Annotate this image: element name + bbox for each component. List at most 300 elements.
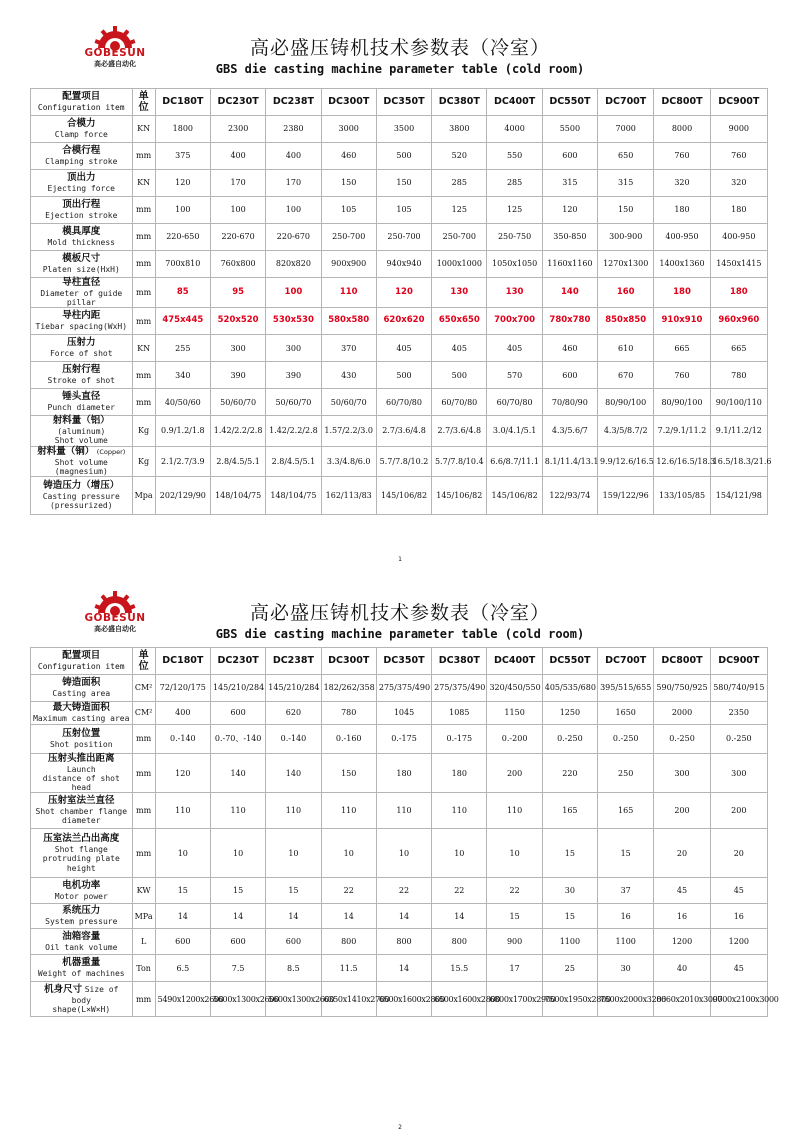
value-cell: 40/50/60 [155,389,210,416]
value-cell: 900x900 [321,251,376,278]
value-cell: 15 [542,904,597,929]
value-cell: 12.6/16.5/18.3 [654,446,710,476]
value-cell: 5600x1300x2600 [266,982,321,1017]
row-label [31,446,133,476]
row-label-extra: Launch [66,764,96,774]
unit-cell: Ton [132,955,155,982]
row-label-en: Shot volume [54,436,108,446]
logo-brand-text: GOBESUN [84,612,146,624]
value-cell: 50/60/70 [266,389,321,416]
row-label [31,416,133,446]
value-cell: 285 [432,170,487,197]
value-cell: 760 [654,362,710,389]
value-cell: 140 [266,754,321,793]
value-cell: 110 [321,793,376,829]
unit-cell: KW [132,878,155,904]
value-cell: 760x800 [210,251,265,278]
row-label [31,725,133,754]
value-cell: 145/106/82 [376,476,431,514]
row-label-en: Force of shot [49,349,113,359]
row-label-cn: 导柱内距 [62,310,101,322]
row-label [31,335,133,362]
row-label [31,878,133,904]
value-cell: 22 [321,878,376,904]
value-cell: 570 [487,362,542,389]
value-cell: 370 [321,335,376,362]
row-label [31,476,133,514]
row-label [31,929,133,955]
value-cell: 320 [710,170,767,197]
value-cell: 250-700 [432,224,487,251]
value-cell: 110 [210,793,265,829]
value-cell: 150 [321,754,376,793]
row-label-cn: 导柱直径 [62,277,101,288]
value-cell: 5500 [542,116,597,143]
page-2 [0,565,800,1131]
model-header: DC550T [542,89,597,116]
table-row [31,675,768,702]
value-cell: 165 [542,793,597,829]
value-cell: 0.-175 [376,725,431,754]
value-cell: 16 [710,904,767,929]
row-label [31,982,133,1017]
value-cell: 8660x2010x3000 [654,982,710,1017]
value-cell: 250-700 [321,224,376,251]
config-header-en: Configuration item [37,102,125,112]
table-row [31,829,768,878]
row-label-cn: 射料量（铜） [37,445,95,457]
value-cell: 90/100/110 [710,389,767,416]
value-cell: 140 [542,278,597,308]
value-cell: 600 [542,143,597,170]
value-cell: 0.-175 [432,725,487,754]
row-label-cn: 铸造面积 [62,676,101,688]
row-label-cn: 铸造压力（增压） [43,479,120,491]
value-cell: 4.3/5/8.7/2 [598,416,654,446]
table-row [31,278,768,308]
row-label-en: Motor power [54,891,108,901]
model-header: DC180T [155,648,210,675]
config-header [31,89,133,116]
value-cell: 405 [487,335,542,362]
model-header: DC238T [266,648,321,675]
value-cell: 145/106/82 [432,476,487,514]
value-cell: 0.-200 [487,725,542,754]
value-cell: 1050x1050 [487,251,542,278]
table-row [31,170,768,197]
value-cell: 1400x1360 [654,251,710,278]
value-cell: 1150 [487,702,542,725]
value-cell: 7000 [598,116,654,143]
row-label-cn: 合模力 [67,117,96,129]
value-cell: 170 [210,170,265,197]
value-cell: 9700x2100x3000 [710,982,767,1017]
value-cell: 37 [598,878,654,904]
value-cell: 780 [321,702,376,725]
value-cell: 22 [432,878,487,904]
unit-cell: mm [132,251,155,278]
value-cell: 200 [654,793,710,829]
value-cell: 700x700 [487,308,542,335]
value-cell: 2380 [266,116,321,143]
value-cell: 400-950 [654,224,710,251]
value-cell: 150 [598,197,654,224]
value-cell: 7500x1950x2800 [542,982,597,1017]
value-cell: 15 [542,829,597,878]
value-cell: 7.2/9.1/11.2 [654,416,710,446]
value-cell: 800 [376,929,431,955]
value-cell: 0.-250 [542,725,597,754]
unit-cell: mm [132,197,155,224]
model-header: DC550T [542,648,597,675]
value-cell: 40 [654,955,710,982]
value-cell: 220-670 [266,224,321,251]
value-cell: 780x780 [542,308,597,335]
value-cell: 320/450/550 [487,675,542,702]
value-cell: 10 [266,829,321,878]
value-cell: 5490x1200x2600 [155,982,210,1017]
model-header: DC400T [487,89,542,116]
value-cell: 590/750/925 [654,675,710,702]
value-cell: 665 [710,335,767,362]
value-cell: 2350 [710,702,767,725]
row-label-en: Clamping stroke [45,156,118,166]
value-cell: 60/70/80 [376,389,431,416]
value-cell: 145/210/284 [210,675,265,702]
unit-cell: mm [132,754,155,793]
value-cell: 665 [654,335,710,362]
value-cell: 220 [542,754,597,793]
value-cell: 275/375/490 [432,675,487,702]
value-cell: 15 [210,878,265,904]
value-cell: 100 [155,197,210,224]
value-cell: 315 [542,170,597,197]
value-cell: 0.-70、-140 [210,725,265,754]
row-label [31,793,133,829]
unit-cell: KN [132,170,155,197]
value-cell: 395/515/655 [598,675,654,702]
unit-cell: KN [132,116,155,143]
title-chinese: 高必盛压铸机技术参数表（冷室） [249,37,550,59]
value-cell: 600 [210,702,265,725]
value-cell: 650 [598,143,654,170]
value-cell: 154/121/98 [710,476,767,514]
value-cell: 120 [542,197,597,224]
title-english: GBS die casting machine parameter table (cold room) [215,627,585,641]
value-cell: 1085 [432,702,487,725]
value-cell: 15 [598,829,654,878]
value-cell: 2.7/3.6/4.8 [376,416,431,446]
unit-cell: mm [132,224,155,251]
row-label [31,955,133,982]
value-cell: 650x650 [432,308,487,335]
unit-cell: L [132,929,155,955]
value-cell: 11.5 [321,955,376,982]
value-cell: 60/70/80 [487,389,542,416]
value-cell: 9000 [710,116,767,143]
unit-cell: KN [132,335,155,362]
unit-cell: mm [132,362,155,389]
table-row [31,197,768,224]
value-cell: 910x910 [654,308,710,335]
value-cell: 8.1/11.4/13.1 [542,446,597,476]
value-cell: 3800 [432,116,487,143]
unit-cell: mm [132,982,155,1017]
value-cell: 170 [266,170,321,197]
row-label-note: (Copper) [96,447,126,456]
row-label-en: Shot position [49,739,113,749]
value-cell: 145/210/284 [266,675,321,702]
value-cell: 140 [210,754,265,793]
unit-cell: Kg [132,416,155,446]
row-label-en: Shot volume (magnesium) [54,457,108,476]
value-cell: 202/129/90 [155,476,210,514]
row-label-en: Diameter of guide pillar [40,288,123,308]
value-cell: 460 [321,143,376,170]
row-label-en: Ejection stroke [45,210,118,220]
value-cell: 110 [432,793,487,829]
row-label-en: Oil tank volume [45,942,118,952]
value-cell: 0.-140 [155,725,210,754]
value-cell: 300-900 [598,224,654,251]
value-cell: 110 [487,793,542,829]
value-cell: 45 [654,878,710,904]
value-cell: 6500x1600x2800 [376,982,431,1017]
row-label [31,278,133,308]
model-header: DC900T [710,89,767,116]
value-cell: 0.-250 [598,725,654,754]
row-label [31,197,133,224]
value-cell: 610 [598,335,654,362]
value-cell: 3000 [321,116,376,143]
table-row [31,982,768,1017]
value-cell: 150 [376,170,431,197]
logo-brand-text: GOBESUN [84,47,146,59]
value-cell: 850x850 [598,308,654,335]
row-label-cn: 油箱容量 [62,930,101,942]
value-cell: 9.9/12.6/16.5 [598,446,654,476]
table-header-row [31,89,768,116]
page-number: 1 [398,556,402,563]
value-cell: 7500x2000x3200 [598,982,654,1017]
value-cell: 520x520 [210,308,265,335]
row-label [31,116,133,143]
value-cell: 760 [710,143,767,170]
value-cell: 475x445 [155,308,210,335]
value-cell: 15 [487,904,542,929]
value-cell: 125 [487,197,542,224]
value-cell: 100 [210,197,265,224]
row-label [31,251,133,278]
value-cell: 162/113/83 [321,476,376,514]
value-cell: 700x810 [155,251,210,278]
table-row [31,335,768,362]
row-label-cn: 机器重量 [62,957,101,969]
value-cell: 390 [266,362,321,389]
value-cell: 20 [654,829,710,878]
unit-cell: CM² [132,702,155,725]
value-cell: 10 [210,829,265,878]
table-row [31,702,768,725]
unit-cell: mm [132,725,155,754]
model-header: DC350T [376,648,431,675]
value-cell: 70/80/90 [542,389,597,416]
value-cell: 600 [210,929,265,955]
logo-sub-text: 高必盛自动化 [94,625,136,633]
row-label [31,389,133,416]
row-label-en: Shot chamber flange diameter [35,807,128,826]
row-label-cn: 压射头推出距离 [48,753,115,764]
value-cell: 4.3/5.6/7 [542,416,597,446]
row-label-cn: 压射力 [67,337,96,349]
value-cell: 200 [710,793,767,829]
row-label-en: Stroke of shot [47,376,115,386]
value-cell: 255 [155,335,210,362]
value-cell: 5600x1300x2600 [210,982,265,1017]
value-cell: 0.-160 [321,725,376,754]
value-cell: 0.9/1.2/1.8 [155,416,210,446]
row-label-en: Maximum casting area [33,713,130,723]
value-cell: 14 [266,904,321,929]
row-label-en: Casting pressure (pressurized) [42,491,120,510]
unit-cell: mm [132,829,155,878]
value-cell: 2.1/2.7/3.9 [155,446,210,476]
value-cell: 600 [542,362,597,389]
value-cell: 600 [266,929,321,955]
table-row [31,754,768,793]
row-label-en: Clamp force [54,129,108,139]
value-cell: 315 [598,170,654,197]
row-label-en: Casting area [52,688,111,698]
value-cell: 460 [542,335,597,362]
value-cell: 1.42/2.2/2.8 [266,416,321,446]
row-label-cn: 压射位置 [62,727,101,739]
value-cell: 8000 [654,116,710,143]
row-label-cn: 合模行程 [62,144,101,156]
table-row [31,308,768,335]
value-cell: 400-950 [710,224,767,251]
value-cell: 110 [155,793,210,829]
value-cell: 0.-140 [266,725,321,754]
value-cell: 25 [542,955,597,982]
value-cell: 400 [266,143,321,170]
value-cell: 14 [432,904,487,929]
value-cell: 580/740/915 [710,675,767,702]
model-header: DC400T [487,648,542,675]
value-cell: 1.42/2.2/2.8 [210,416,265,446]
value-cell: 285 [487,170,542,197]
value-cell: 10 [321,829,376,878]
table-row [31,251,768,278]
value-cell: 80/90/100 [598,389,654,416]
value-cell: 940x940 [376,251,431,278]
value-cell: 14 [155,904,210,929]
value-cell: 1650 [598,702,654,725]
unit-cell: mm [132,793,155,829]
value-cell: 110 [266,793,321,829]
value-cell: 6.6/8.7/11.1 [487,446,542,476]
unit-header: 单位 [132,648,155,675]
value-cell: 0.-250 [654,725,710,754]
value-cell: 15 [155,878,210,904]
value-cell: 2.8/4.5/5.1 [266,446,321,476]
value-cell: 100 [266,197,321,224]
value-cell: 400 [210,143,265,170]
value-cell: 1100 [542,929,597,955]
value-cell: 340 [155,362,210,389]
value-cell: 620 [266,702,321,725]
value-cell: 250 [598,754,654,793]
value-cell: 14 [376,955,431,982]
value-cell: 530x530 [266,308,321,335]
value-cell: 405 [432,335,487,362]
row-label-cn: 锤头直径 [62,391,101,403]
table-row [31,224,768,251]
row-label-cn: 压室法兰凸出高度 [43,833,120,845]
value-cell: 900 [487,929,542,955]
value-cell: 1.57/2.2/3.0 [321,416,376,446]
value-cell: 620x620 [376,308,431,335]
table-row [31,143,768,170]
value-cell: 1045 [376,702,431,725]
value-cell: 220-670 [210,224,265,251]
value-cell: 180 [710,197,767,224]
unit-cell: Mpa [132,476,155,514]
row-label-en: distance of shot head [42,774,120,793]
value-cell: 1270x1300 [598,251,654,278]
value-cell: 1200 [710,929,767,955]
title-chinese: 高必盛压铸机技术参数表（冷室） [249,602,550,624]
row-label-en: Mold thickness [47,237,115,247]
row-label-en: Platen size(HxH) [42,264,120,274]
model-header: DC380T [432,648,487,675]
model-header: DC300T [321,648,376,675]
value-cell: 400 [155,702,210,725]
value-cell: 14 [376,904,431,929]
logo-sub-text: 高必盛自动化 [94,60,136,68]
value-cell: 16.5/18.3/21.6 [710,446,767,476]
row-label [31,754,133,793]
table-body-1 [31,116,772,515]
value-cell: 22 [376,878,431,904]
parameter-table-2 [30,647,779,1017]
value-cell: 320 [654,170,710,197]
value-cell: 30 [542,878,597,904]
row-label-cn: 射料量（铝） [52,415,110,427]
row-label-en: Tiebar spacing(WxH) [35,322,128,332]
value-cell: 45 [710,878,767,904]
value-cell: 105 [376,197,431,224]
value-cell: 182/262/358 [321,675,376,702]
value-cell: 275/375/490 [376,675,431,702]
row-label [31,362,133,389]
value-cell: 405 [376,335,431,362]
value-cell: 1800 [155,116,210,143]
value-cell: 14 [210,904,265,929]
title-english: GBS die casting machine parameter table (cold room) [215,62,585,76]
value-cell: 250-700 [376,224,431,251]
value-cell: 5.7/7.8/10.2 [376,446,431,476]
value-cell: 15 [266,878,321,904]
value-cell: 180 [654,197,710,224]
row-label-en: shape(L×W×H) [52,1004,111,1014]
value-cell: 110 [321,278,376,308]
value-cell: 520 [432,143,487,170]
model-header: DC700T [598,648,654,675]
value-cell: 2000 [654,702,710,725]
table-row [31,476,768,514]
table-body-2 [31,675,779,1017]
